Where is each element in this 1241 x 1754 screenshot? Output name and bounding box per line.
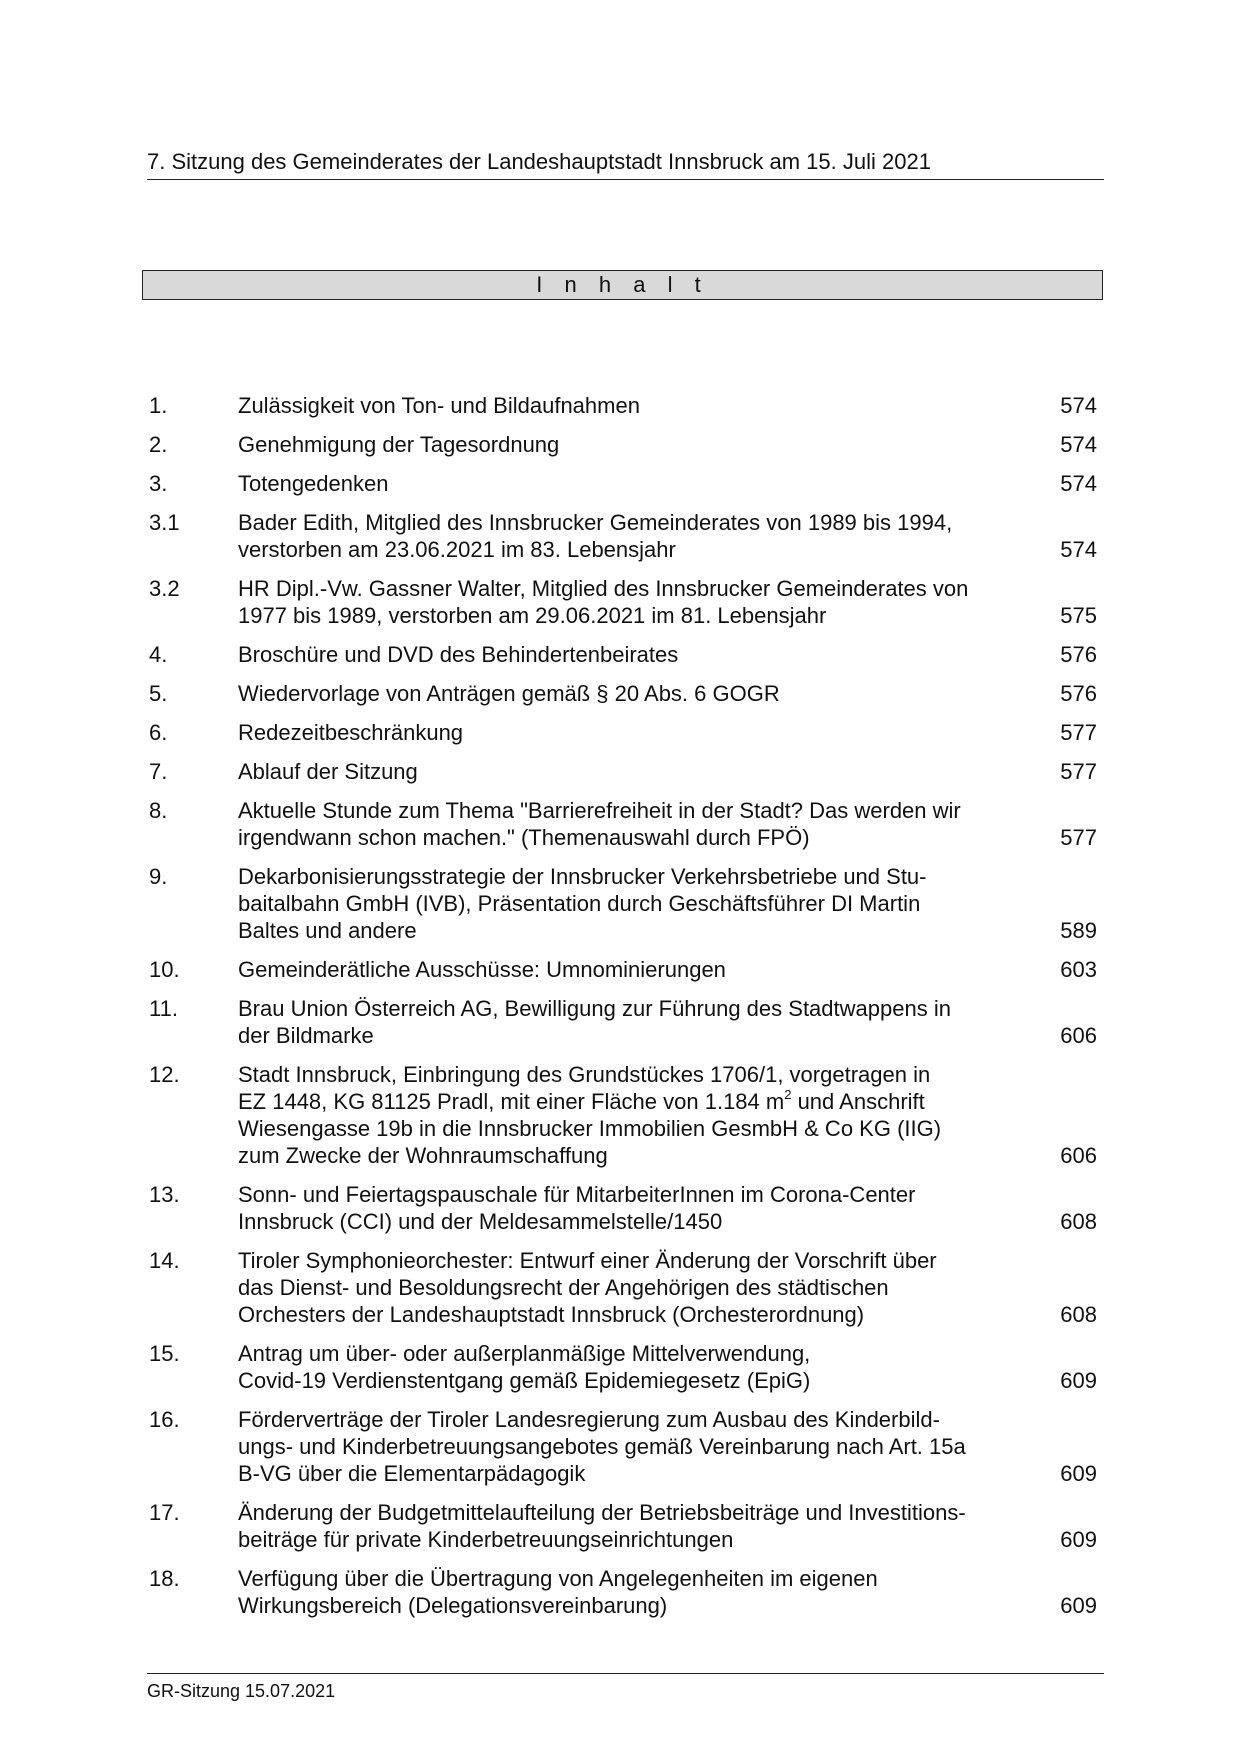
toc-entry-title bbox=[238, 509, 1037, 563]
toc-entry-title bbox=[238, 1247, 1037, 1328]
toc-entry bbox=[149, 641, 1097, 668]
toc-entry-number: 3.1 bbox=[149, 510, 180, 535]
toc-entry bbox=[149, 797, 1097, 851]
toc-entry-number: 2. bbox=[149, 432, 168, 457]
toc-entry bbox=[149, 392, 1097, 419]
toc-entry bbox=[149, 1247, 1097, 1328]
toc-entry-number: 17. bbox=[149, 1500, 180, 1525]
toc-entry-line: zum Zwecke der Wohnraumschaffung bbox=[238, 1143, 608, 1168]
toc-entry-line: Ablauf der Sitzung bbox=[238, 759, 418, 784]
toc-entry-title bbox=[238, 1565, 1037, 1619]
toc-entry-line: Aktuelle Stunde zum Thema "Barrierefreiheit in der Stadt? Das werden wir bbox=[238, 798, 961, 823]
toc-entry-line: Förderverträge der Tiroler Landesregierung zum Ausbau des Kinderbild- bbox=[238, 1407, 940, 1432]
toc-entry bbox=[149, 995, 1097, 1049]
toc-entry bbox=[149, 1340, 1097, 1394]
toc-entry-line: das Dienst- und Besoldungsrecht der Angehörigen des städtischen bbox=[238, 1275, 889, 1300]
toc-entry-number: 15. bbox=[149, 1341, 180, 1366]
toc-entry-line: beiträge für private Kinderbetreuungseinrichtungen bbox=[238, 1527, 734, 1552]
toc-entry-page: 589 bbox=[1060, 918, 1097, 943]
toc-entry bbox=[149, 863, 1097, 944]
toc-entry-page: 606 bbox=[1060, 1143, 1097, 1168]
toc-entry-line: Tiroler Symphonieorchester: Entwurf einer Änderung der Vorschrift über bbox=[238, 1248, 937, 1273]
toc-entry-line: irgendwann schon machen." (Themenauswahl durch FPÖ) bbox=[238, 825, 810, 850]
toc-entry-page: 574 bbox=[1060, 537, 1097, 562]
toc-entry-line: Verfügung über die Übertragung von Angelegenheiten im eigenen bbox=[238, 1566, 878, 1591]
table-of-contents bbox=[149, 392, 1097, 1631]
toc-entry bbox=[149, 575, 1097, 629]
toc-entry bbox=[149, 509, 1097, 563]
toc-entry-number: 10. bbox=[149, 957, 180, 982]
toc-entry-page: 609 bbox=[1060, 1527, 1097, 1552]
toc-entry-title bbox=[238, 1061, 1037, 1169]
toc-entry-line: Orchesters der Landeshauptstadt Innsbruck (Orchesterordnung) bbox=[238, 1302, 865, 1327]
toc-entry-number: 8. bbox=[149, 798, 168, 823]
toc-entry-number: 13. bbox=[149, 1182, 180, 1207]
toc-entry-line: Brau Union Österreich AG, Bewilligung zur Führung des Stadtwappens in bbox=[238, 996, 951, 1021]
toc-entry-line: Genehmigung der Tagesordnung bbox=[238, 432, 560, 457]
toc-entry-title bbox=[238, 1406, 1037, 1487]
toc-entry-title bbox=[238, 1499, 1037, 1553]
toc-entry-number: 3.2 bbox=[149, 576, 180, 601]
toc-entry-line: Antrag um über- oder außerplanmäßige Mittelverwendung, bbox=[238, 1341, 811, 1366]
superscript: 2 bbox=[784, 1086, 792, 1102]
toc-entry-line: Broschüre und DVD des Behindertenbeirates bbox=[238, 642, 679, 667]
toc-entry-page: 575 bbox=[1060, 603, 1097, 628]
toc-entry-line: Bader Edith, Mitglied des Innsbrucker Gemeinderates von 1989 bis 1994, bbox=[238, 510, 953, 535]
page-header: 7. Sitzung des Gemeinderates der Landeshauptstadt Innsbruck am 15. Juli 2021 bbox=[147, 148, 1104, 180]
toc-entry-line: Dekarbonisierungsstrategie der Innsbrucker Verkehrsbetriebe und Stu- bbox=[238, 864, 927, 889]
toc-entry-line: Baltes und andere bbox=[238, 918, 417, 943]
toc-entry-number: 6. bbox=[149, 720, 168, 745]
toc-entry-page: 577 bbox=[1060, 759, 1097, 784]
toc-entry-title bbox=[238, 797, 1037, 851]
toc-entry-title bbox=[238, 680, 1037, 707]
toc-entry-line: Wiedervorlage von Anträgen gemäß § 20 Abs. 6 GOGR bbox=[238, 681, 780, 706]
toc-entry-number: 7. bbox=[149, 759, 168, 784]
toc-entry-page: 608 bbox=[1060, 1209, 1097, 1234]
toc-entry-number: 12. bbox=[149, 1062, 180, 1087]
toc-entry-page: 576 bbox=[1060, 681, 1097, 706]
toc-entry-number: 11. bbox=[149, 996, 178, 1021]
toc-entry-line: der Bildmarke bbox=[238, 1023, 374, 1048]
toc-entry-title bbox=[238, 1340, 1037, 1394]
toc-entry-page: 574 bbox=[1060, 471, 1097, 496]
toc-entry-page: 608 bbox=[1060, 1302, 1097, 1327]
toc-entry bbox=[149, 680, 1097, 707]
toc-entry-line: Gemeinderätliche Ausschüsse: Umnominierungen bbox=[238, 957, 726, 982]
toc-entry bbox=[149, 758, 1097, 785]
toc-entry-title bbox=[238, 392, 1037, 419]
toc-entry-line: Wirkungsbereich (Delegationsvereinbarung) bbox=[238, 1593, 668, 1618]
toc-entry-page: 574 bbox=[1060, 393, 1097, 418]
toc-entry bbox=[149, 1499, 1097, 1553]
toc-entry-line: verstorben am 23.06.2021 im 83. Lebensjahr bbox=[238, 537, 676, 562]
toc-entry-title bbox=[238, 956, 1037, 983]
toc-entry bbox=[149, 470, 1097, 497]
toc-entry-line: Sonn- und Feiertagspauschale für MitarbeiterInnen im Corona-Center bbox=[238, 1182, 916, 1207]
toc-entry-title bbox=[238, 995, 1037, 1049]
toc-entry bbox=[149, 431, 1097, 458]
page-footer: GR-Sitzung 15.07.2021 bbox=[147, 1673, 1104, 1702]
toc-entry-line: Wiesengasse 19b in die Innsbrucker Immobilien GesmbH & Co KG (IIG) bbox=[238, 1116, 942, 1141]
toc-entry-number: 9. bbox=[149, 864, 168, 889]
toc-entry-page: 609 bbox=[1060, 1593, 1097, 1618]
toc-entry-number: 3. bbox=[149, 471, 168, 496]
toc-entry-number: 4. bbox=[149, 642, 168, 667]
toc-entry-line: EZ 1448, KG 81125 Pradl, mit einer Fläche von 1.184 $m^2$ und Anschrift bbox=[238, 1086, 925, 1114]
toc-entry-number: 18. bbox=[149, 1566, 180, 1591]
toc-entry-line: Zulässigkeit von Ton- und Bildaufnahmen bbox=[238, 393, 640, 418]
toc-entry-number: 14. bbox=[149, 1248, 180, 1273]
toc-entry-page: 576 bbox=[1060, 642, 1097, 667]
toc-entry bbox=[149, 1061, 1097, 1169]
toc-entry-page: 577 bbox=[1060, 825, 1097, 850]
toc-entry-page: 574 bbox=[1060, 432, 1097, 457]
toc-entry-line: Änderung der Budgetmittelaufteilung der Betriebsbeiträge und Investitions- bbox=[238, 1500, 966, 1525]
toc-entry-line: ungs- und Kinderbetreuungsangebotes gemäß Vereinbarung nach Art. 15a bbox=[238, 1434, 966, 1459]
toc-entry-number: 16. bbox=[149, 1407, 180, 1432]
toc-entry-title bbox=[238, 758, 1037, 785]
toc-entry-page: 577 bbox=[1060, 720, 1097, 745]
toc-entry-line: Covid-19 Verdienstentgang gemäß Epidemiegesetz (EpiG) bbox=[238, 1368, 811, 1393]
toc-entry-title bbox=[238, 1181, 1037, 1235]
toc-entry-line: 1977 bis 1989, verstorben am 29.06.2021 im 81. Lebensjahr bbox=[238, 603, 827, 628]
toc-entry bbox=[149, 956, 1097, 983]
toc-entry-title bbox=[238, 719, 1037, 746]
toc-entry-page: 603 bbox=[1060, 957, 1097, 982]
toc-entry-number: 5. bbox=[149, 681, 168, 706]
toc-entry bbox=[149, 1565, 1097, 1619]
toc-entry-page: 609 bbox=[1060, 1368, 1097, 1393]
toc-entry-page: 609 bbox=[1060, 1461, 1097, 1486]
toc-entry-line: baitalbahn GmbH (IVB), Präsentation durch Geschäftsführer DI Martin bbox=[238, 891, 921, 916]
toc-entry-line: Innsbruck (CCI) und der Meldesammelstelle/1450 bbox=[238, 1209, 723, 1234]
toc-entry-title bbox=[238, 641, 1037, 668]
toc-entry bbox=[149, 1181, 1097, 1235]
toc-entry-number: 1. bbox=[149, 393, 168, 418]
toc-entry bbox=[149, 719, 1097, 746]
toc-entry-line: Totengedenken bbox=[238, 471, 389, 496]
toc-entry-page: 606 bbox=[1060, 1023, 1097, 1048]
contents-heading: I n h a l t bbox=[142, 270, 1103, 300]
toc-entry bbox=[149, 1406, 1097, 1487]
toc-entry-line: B-VG über die Elementarpädagogik bbox=[238, 1461, 586, 1486]
toc-entry-title bbox=[238, 431, 1037, 458]
toc-entry-line: Redezeitbeschränkung bbox=[238, 720, 464, 745]
toc-entry-title bbox=[238, 863, 1037, 944]
toc-entry-line: Stadt Innsbruck, Einbringung des Grundstückes 1706/1, vorgetragen in bbox=[238, 1062, 931, 1087]
toc-entry-title bbox=[238, 470, 1037, 497]
toc-entry-line: HR Dipl.-Vw. Gassner Walter, Mitglied des Innsbrucker Gemeinderates von bbox=[238, 576, 969, 601]
toc-entry-title bbox=[238, 575, 1037, 629]
